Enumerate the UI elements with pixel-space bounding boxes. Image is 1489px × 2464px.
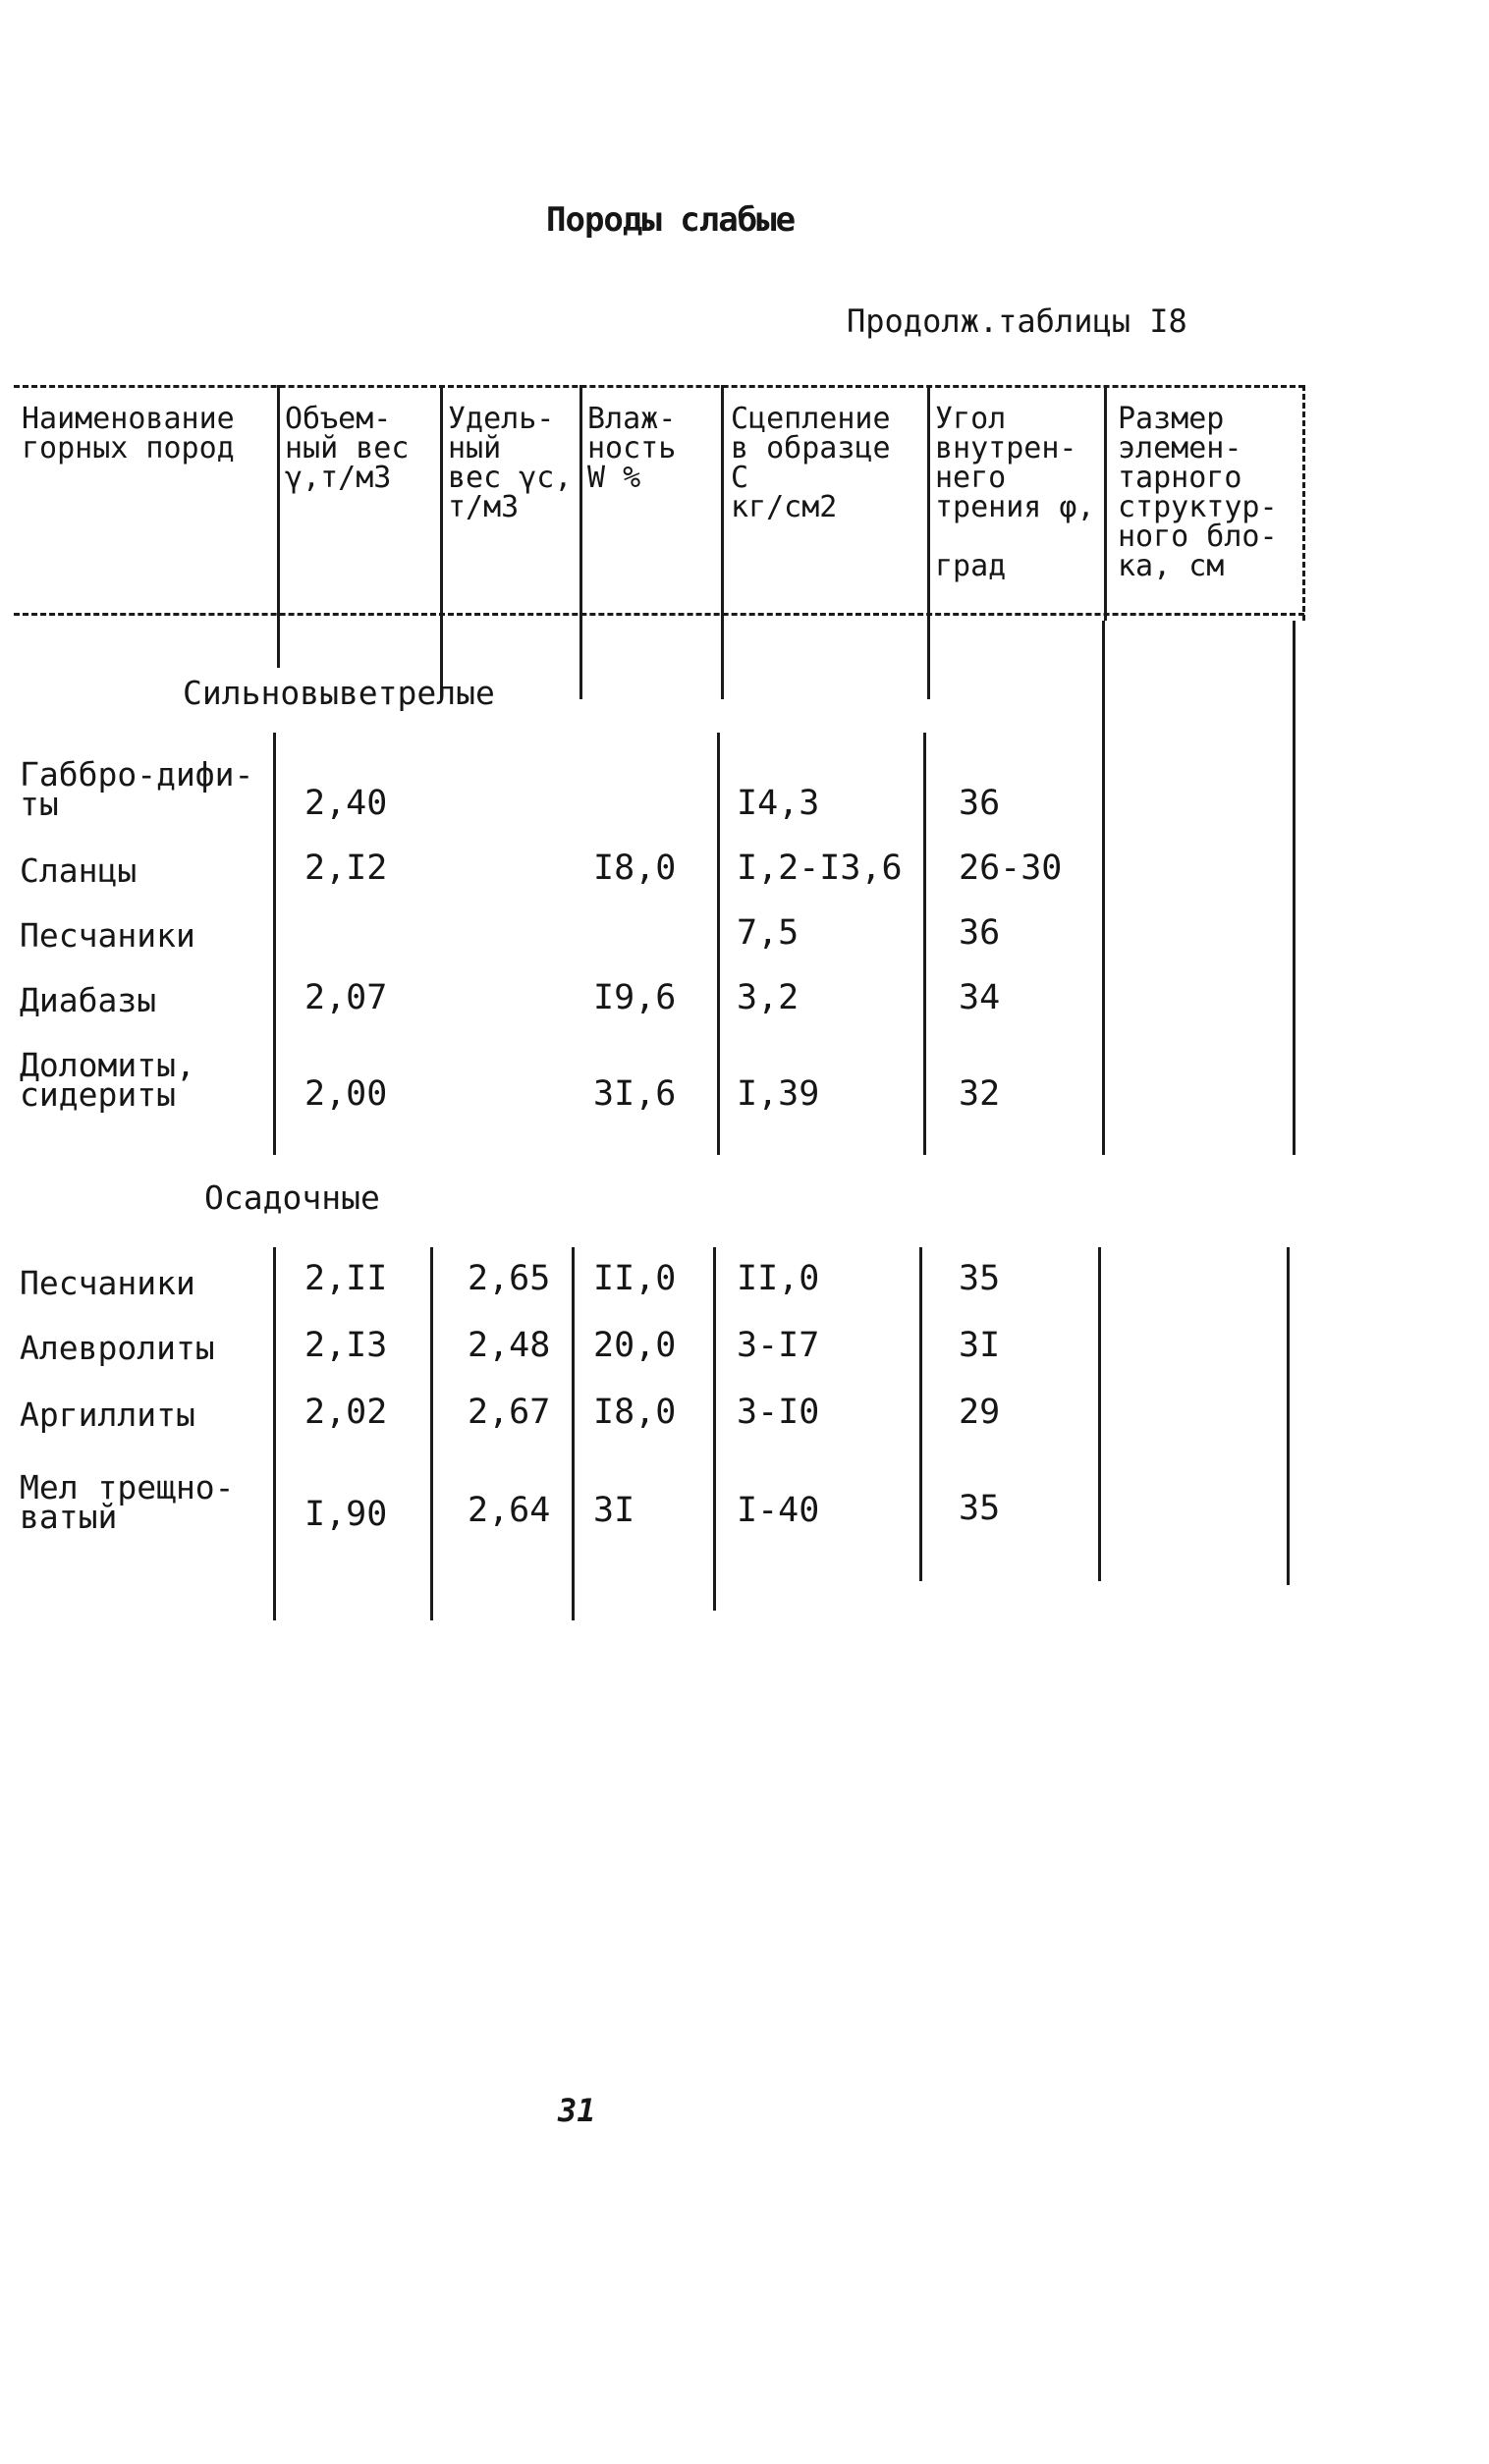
cell-friction-angle: 35: [959, 1489, 1001, 1528]
cell-bulk-weight: 2,40: [304, 784, 388, 823]
row-name: Алевролиты: [20, 1329, 215, 1367]
column-header-specific-weight: Удель- ный вес γс, т/м3: [448, 402, 573, 524]
page-number: 31: [558, 2092, 596, 2129]
page-title: Породы слабые: [546, 200, 796, 240]
column-header-name: Наименование горных пород: [22, 402, 235, 465]
col-sep-1-body-a: [273, 733, 276, 1155]
cell-bulk-weight: I,90: [304, 1495, 388, 1534]
column-header-friction-angle: Угол внутрен- него трения φ, град: [935, 402, 1095, 583]
col-sep-1: [277, 385, 280, 668]
col-sep-2-body-b: [430, 1247, 433, 1620]
cell-friction-angle: 29: [959, 1393, 1001, 1432]
cell-cohesion: I,2-I3,6: [737, 849, 903, 888]
col-sep-5: [927, 385, 930, 699]
column-header-cohesion: Сцепление в образце C кг/см2: [731, 402, 891, 524]
cell-bulk-weight: 2,I2: [304, 849, 388, 888]
col-sep-6-body-b: [1098, 1247, 1101, 1581]
cell-friction-angle: 34: [959, 978, 1001, 1017]
col-sep-4-body-b: [713, 1247, 716, 1611]
cell-moisture: I8,0: [593, 1393, 677, 1432]
cell-moisture: 3I,6: [593, 1074, 677, 1114]
cell-specific-weight: 2,65: [468, 1259, 551, 1298]
table-continuation-label: Продолж.таблицы I8: [847, 302, 1187, 340]
cell-bulk-weight: 2,00: [304, 1074, 388, 1114]
cell-friction-angle: 32: [959, 1074, 1001, 1114]
col-sep-5-body-b: [919, 1247, 922, 1581]
table-right-edge-body-a: [1293, 621, 1296, 1155]
cell-friction-angle: 35: [959, 1259, 1001, 1298]
cell-friction-angle: 26-30: [959, 849, 1063, 888]
cell-cohesion: I4,3: [737, 784, 820, 823]
cell-friction-angle: 36: [959, 784, 1001, 823]
cell-moisture: II,0: [593, 1259, 677, 1298]
cell-bulk-weight: 2,02: [304, 1393, 388, 1432]
column-header-block-size: Размер элемен- тарного структур- ного бло- ка, см: [1118, 402, 1278, 583]
cell-moisture: 3I: [593, 1491, 635, 1530]
cell-specific-weight: 2,67: [468, 1393, 551, 1432]
cell-friction-angle: 3I: [959, 1326, 1001, 1365]
header-bottom-rule: [14, 613, 1304, 616]
row-name: Доломиты, сидериты: [20, 1046, 195, 1114]
column-header-moisture: Влаж- ность W %: [587, 402, 677, 495]
cell-cohesion: I,39: [737, 1074, 820, 1114]
row-name: Песчаники: [20, 1264, 195, 1302]
table-right-edge: [1302, 385, 1305, 621]
cell-bulk-weight: 2,I3: [304, 1326, 388, 1365]
column-header-bulk-weight: Объем- ный вес γ,т/м3: [285, 402, 410, 495]
cell-friction-angle: 36: [959, 913, 1001, 953]
cell-cohesion: 3,2: [737, 978, 800, 1017]
row-name: Аргиллиты: [20, 1396, 195, 1434]
table-right-edge-body-b: [1287, 1247, 1290, 1585]
row-name: Габбро-дифи- ты: [20, 755, 254, 823]
col-sep-5-body-a: [923, 733, 926, 1155]
section-title-weathered: Сильновыветрелые: [183, 674, 495, 712]
col-sep-3: [579, 385, 582, 699]
col-sep-3-body-b: [572, 1247, 575, 1620]
col-sep-4-body-a: [717, 733, 720, 1155]
cell-cohesion: 3-I0: [737, 1393, 820, 1432]
cell-moisture: 20,0: [593, 1326, 677, 1365]
cell-bulk-weight: 2,II: [304, 1259, 388, 1298]
table-top-rule: [14, 385, 1304, 388]
row-name: Диабазы: [20, 981, 157, 1019]
section-title-sedimentary: Осадочные: [204, 1178, 380, 1217]
cell-cohesion: II,0: [737, 1259, 820, 1298]
col-sep-2: [440, 385, 443, 699]
cell-specific-weight: 2,48: [468, 1326, 551, 1365]
col-sep-4: [721, 385, 724, 699]
cell-cohesion: 3-I7: [737, 1326, 820, 1365]
cell-moisture: I9,6: [593, 978, 677, 1017]
cell-moisture: I8,0: [593, 849, 677, 888]
cell-specific-weight: 2,64: [468, 1491, 551, 1530]
cell-bulk-weight: 2,07: [304, 978, 388, 1017]
cell-cohesion: 7,5: [737, 913, 800, 953]
col-sep-6-body-a: [1102, 621, 1105, 1155]
col-sep-6: [1104, 385, 1107, 621]
row-name: Песчаники: [20, 916, 195, 955]
cell-cohesion: I-40: [737, 1491, 820, 1530]
row-name: Мел трещно- ватый: [20, 1468, 235, 1536]
col-sep-1-body-b: [273, 1247, 276, 1620]
row-name: Сланцы: [20, 851, 138, 890]
